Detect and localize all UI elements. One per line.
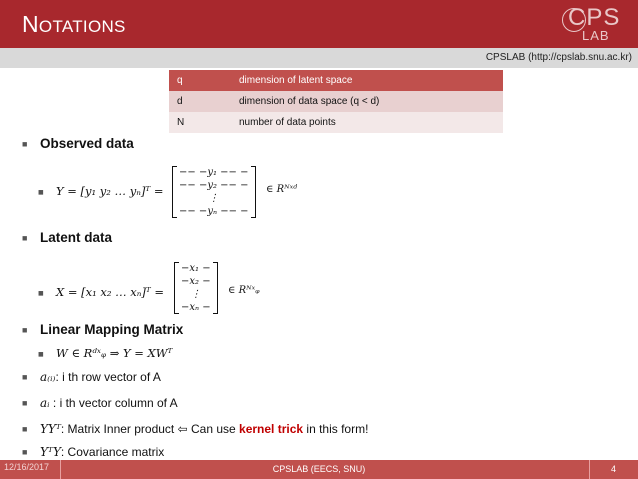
title-text xyxy=(22,11,126,37)
footer-divider xyxy=(589,460,590,479)
latent-equation xyxy=(38,285,164,299)
table-cell: dimension of data space (q < d) xyxy=(231,91,503,112)
observed-set: ∈ Rᴺˣᵈ xyxy=(266,184,298,195)
bullet-text: : Matrix Inner product ⇦ Can use xyxy=(60,422,240,436)
matrix-row: −x₁ − xyxy=(181,263,211,274)
table-header-row xyxy=(169,70,503,91)
footer-center: CPSLAB (EECS, SNU) xyxy=(272,464,366,474)
bullet-text: : Covariance matrix xyxy=(60,445,165,459)
bullet-label: Observed data xyxy=(40,136,134,151)
matrix-body xyxy=(174,262,218,314)
table-row xyxy=(169,91,503,112)
logo-bottom-text: LAB xyxy=(582,28,610,43)
cpslab-logo xyxy=(562,4,626,46)
table-cell: q xyxy=(169,70,231,91)
observed-matrix xyxy=(172,166,256,218)
math-symbol: YYᵀ xyxy=(40,422,61,436)
matrix-row: ⋮ xyxy=(190,289,201,300)
math-symbol: a₍ᵢ₎ xyxy=(40,370,56,384)
bullet-latent-data xyxy=(22,230,112,245)
title-rest: OTATIONS xyxy=(38,17,126,36)
header-bar xyxy=(0,0,638,48)
matrix-row: −x₂ − xyxy=(181,276,211,287)
bullet-linear-mapping xyxy=(22,322,183,337)
bullet-label: Linear Mapping Matrix xyxy=(40,322,184,337)
lab-link[interactable]: CPSLAB (http://cpslab.snu.ac.kr) xyxy=(485,52,632,63)
observed-equation xyxy=(38,184,163,198)
bullet-covariance xyxy=(22,445,164,459)
matrix-row: ⋮ xyxy=(208,193,219,204)
bullet-column-vector xyxy=(22,396,178,410)
matrix-row: −− −y₂ −− − xyxy=(179,180,249,191)
bullet-text: : i th vector column of A xyxy=(49,396,178,410)
table-cell: d xyxy=(169,91,231,112)
bullet-row-vector xyxy=(22,370,161,384)
page-number: 4 xyxy=(610,464,616,474)
page-title xyxy=(22,11,126,38)
bullet-label: Latent data xyxy=(40,230,113,245)
latent-matrix xyxy=(174,262,218,314)
linear-equation xyxy=(38,346,172,360)
logo-top-text: CPS xyxy=(568,4,621,31)
table-cell: dimension of latent space xyxy=(231,70,503,91)
footer-date: 12/16/2017 xyxy=(4,462,50,472)
bullet-observed-data xyxy=(22,136,134,151)
matrix-body xyxy=(172,166,256,218)
table-row xyxy=(169,112,503,133)
math-symbol: YᵀY xyxy=(40,445,61,459)
bullet-inner-product xyxy=(22,422,368,436)
notation-table xyxy=(169,70,503,133)
matrix-row: −− −y₁ −− − xyxy=(179,167,249,178)
math-symbol: aᵢ xyxy=(40,396,50,410)
table-cell: number of data points xyxy=(231,112,503,133)
footer-bar xyxy=(0,460,638,479)
matrix-row: −− −yₙ −− − xyxy=(179,206,249,217)
latent-set: ∈ Rᴺˣᵩ xyxy=(228,285,260,296)
matrix-row: −xₙ − xyxy=(181,302,211,313)
table-cell: N xyxy=(169,112,231,133)
bullet-text: : i th row vector of A xyxy=(55,370,161,384)
kernel-trick-highlight: kernel trick xyxy=(239,422,304,436)
bullet-text: in this form! xyxy=(303,422,369,436)
title-initial: N xyxy=(22,11,39,37)
equation-text: W ∈ Rᵈˣᵩ ⇒ Y = XWᵀ xyxy=(56,346,173,360)
equation-text: X = [x₁ x₂ … xₙ]ᵀ = xyxy=(56,285,165,299)
equation-text: Y = [y₁ y₂ … yₙ]ᵀ = xyxy=(56,184,164,198)
